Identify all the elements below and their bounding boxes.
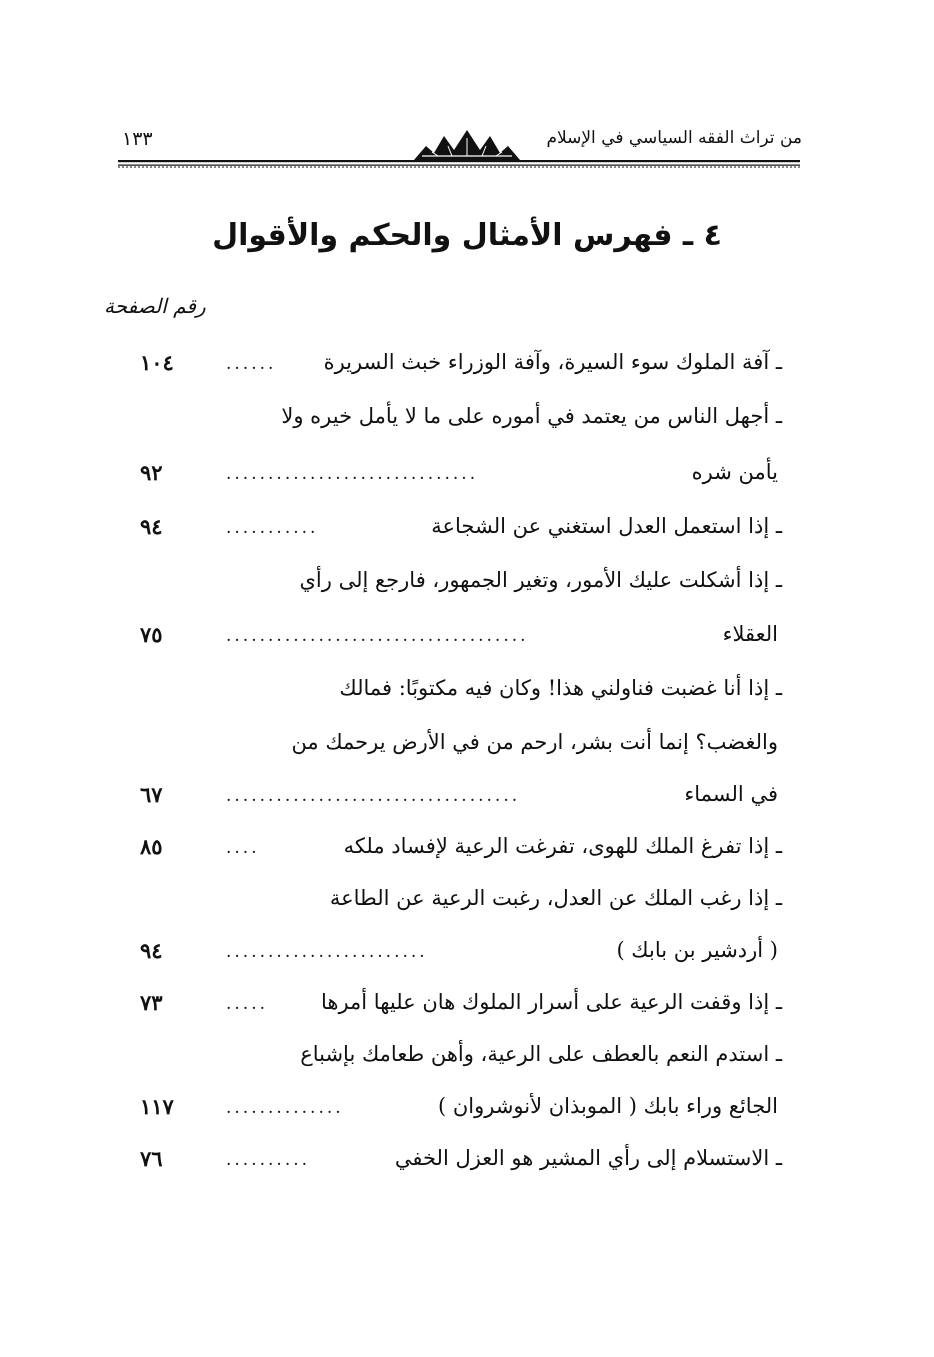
running-title: من تراث الفقه السياسي في الإسلام (546, 128, 802, 148)
entry-text: في السماء (684, 782, 778, 806)
index-entry (0, 346, 934, 390)
entry-text: ـ إذا وقفت الرعية على أسرار الملوك هان عليها أمرها (320, 990, 782, 1014)
entry-text: العقلاء (722, 622, 778, 646)
index-entry (0, 986, 934, 1030)
entry-page-number: ١٠٤ (140, 350, 174, 375)
entry-text: ـ إذا أنا غضبت فناولني هذا! وكان فيه مكتوبًا: فمالك (339, 676, 782, 700)
entry-text: يأمن شره (691, 460, 778, 484)
leader-dots: ...... (226, 354, 277, 374)
entry-page-number: ٩٢ (140, 460, 163, 485)
leader-dots: .................................... (226, 626, 529, 646)
index-entry (0, 1038, 934, 1082)
index-entry (0, 830, 934, 874)
entry-page-number: ٩٤ (140, 938, 163, 963)
header-rule (118, 160, 800, 168)
leader-dots: .............. (226, 1098, 344, 1118)
entry-text: ـ أجهل الناس من يعتمد في أموره على ما لا يأمل خيره ولا (281, 404, 782, 428)
index-entry (0, 400, 934, 444)
entry-text: ـ إذا استعمل العدل استغني عن الشجاعة (431, 514, 782, 538)
entry-text: والغضب؟ إنما أنت بشر، ارحم من في الأرض يرحمك من (291, 730, 778, 754)
entry-text: ـ إذا أشكلت عليك الأمور، وتغير الجمهور، فارجع إلى رأي (299, 568, 782, 592)
page-number-column-label: رقم الصفحة (104, 294, 206, 318)
entry-page-number: ٨٥ (140, 834, 163, 859)
entry-text: ـ آفة الملوك سوء السيرة، وآفة الوزراء خبث السريرة (323, 350, 782, 374)
index-entry (0, 564, 934, 608)
entry-text: ـ إذا رغب الملك عن العدل، رغبت الرعية عن الطاعة (329, 886, 782, 910)
entry-page-number: ٧٣ (140, 990, 163, 1015)
index-entry-continuation (0, 1090, 934, 1134)
index-entry (0, 882, 934, 926)
entry-text: ( أردشير بن بابك ) (616, 938, 778, 962)
index-entry (0, 510, 934, 554)
leader-dots: ..... (226, 994, 269, 1014)
index-entry (0, 1142, 934, 1186)
index-entry-continuation (0, 778, 934, 822)
index-entry-continuation (0, 456, 934, 500)
entry-text: ـ الاستسلام إلى رأي المشير هو العزل الخفي (394, 1146, 782, 1170)
page-number: ١٣٣ (122, 128, 153, 150)
entry-text: ـ استدم النعم بالعطف على الرعية، وأهن طعامك بإشباع (300, 1042, 782, 1066)
entry-page-number: ١١٧ (140, 1094, 174, 1119)
leader-dots: .............................. (226, 464, 479, 484)
leader-dots: ........... (226, 518, 319, 538)
index-entry-continuation (0, 934, 934, 978)
leader-dots: ................................... (226, 786, 521, 806)
index-entry (0, 672, 934, 716)
entry-page-number: ٧٦ (140, 1146, 163, 1171)
index-entry-continuation (0, 726, 934, 770)
leader-dots: .... (226, 838, 260, 858)
leader-dots: .......... (226, 1150, 311, 1170)
index-entry-continuation (0, 618, 934, 662)
entry-page-number: ٦٧ (140, 782, 163, 807)
entry-page-number: ٧٥ (140, 622, 163, 647)
leader-dots: ........................ (226, 942, 428, 962)
entry-text: الجائع وراء بابك ( الموبذان لأنوشروان ) (437, 1094, 778, 1118)
entry-page-number: ٩٤ (140, 514, 163, 539)
page-title: ٤ ـ فهرس الأمثال والحكم والأقوال (212, 218, 722, 253)
entry-text: ـ إذا تفرغ الملك للهوى، تفرغت الرعية لإفساد ملكه (343, 834, 782, 858)
